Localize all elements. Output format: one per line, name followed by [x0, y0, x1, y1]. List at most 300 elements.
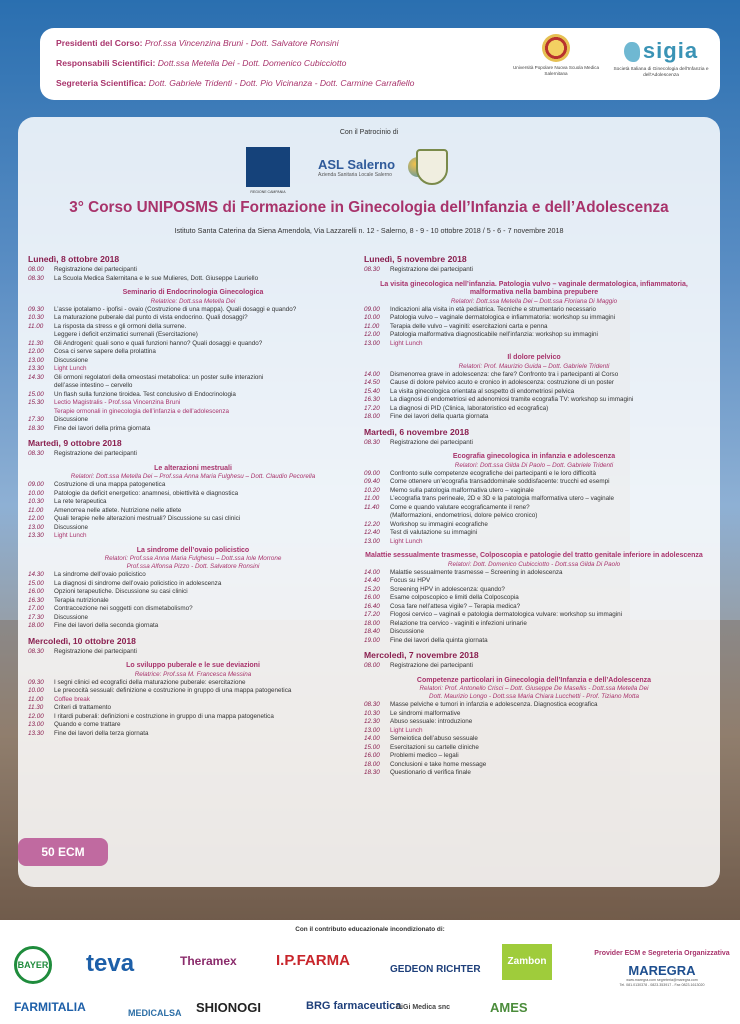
- session-title: Il dolore pelvico: [507, 354, 561, 361]
- schedule-row: [28, 425, 358, 434]
- schedule-item: Masse pelviche e tumori in infanzia e adolescenza. Diagnostica ecografica: [390, 701, 598, 708]
- schedule-time: 08.00: [28, 266, 44, 273]
- day-heading: Mercoledì, 7 novembre 2018: [364, 650, 479, 660]
- schedule-time: 18.00: [28, 622, 44, 629]
- schedule-item: La diagnosi di sindrome dell’ovaio policistico in adolescenza: [54, 579, 222, 587]
- schedule-row: [364, 710, 704, 719]
- schedule-item: La rete terapeutica: [54, 498, 107, 505]
- schedule-time: 09.00: [28, 481, 44, 488]
- day-heading: Mercoledì, 10 ottobre 2018: [28, 635, 136, 646]
- schedule-row: [364, 637, 704, 646]
- schedule-row: [28, 679, 358, 688]
- schedule-time: 15.20: [364, 585, 380, 593]
- schedule-row: [364, 314, 704, 323]
- schedule-row: [28, 622, 358, 631]
- schedule-row: [364, 603, 704, 612]
- shionogi-logo: SHIONOGI: [196, 1000, 262, 1015]
- schedule-time: 10.30: [28, 314, 44, 321]
- speakers: Relatrice: Dott.ssa Metella Dei: [150, 297, 236, 305]
- schedule-item: Discussione: [54, 613, 88, 621]
- day-heading: Martedì, 6 novembre 2018: [364, 426, 470, 437]
- campania-caption: REGIONE CAMPANIA: [250, 190, 286, 194]
- schedule-item: Problemi medico – legali: [390, 752, 459, 759]
- schedule-row: [364, 504, 704, 513]
- asl-name: ASL Salerno: [318, 157, 396, 172]
- schedule-row: [28, 314, 358, 323]
- schedule-item: Confronto sulle competenze ecografiche dei partecipanti e le loro difficoltà: [390, 469, 597, 477]
- schedule-item: Cosa ci serve sapere della prolattina: [54, 348, 156, 355]
- schedule-row: [364, 718, 704, 727]
- schedule-item: Discussione: [54, 416, 88, 423]
- schedule-item: Gli ormoni regolatori della omeostasi metabolica: un poster sulle interazioni: [54, 373, 264, 381]
- schedule-item: Come e quando valutare ecograficamente il rene?: [390, 503, 530, 511]
- schedule-row: [364, 439, 704, 448]
- schedule-time: 12.00: [28, 515, 44, 522]
- schedule-row: [28, 348, 358, 357]
- schedule-row: [364, 620, 704, 629]
- schedule-row: [28, 614, 358, 623]
- schedule-item: L’ecografia trans perineale, 2D e 3D e la patologia malformativa utero – vaginale: [390, 495, 615, 502]
- program-right-column: [364, 249, 704, 778]
- schedule-time: 16.30: [28, 596, 44, 604]
- schedule-item: Registrazione dei partecipanti: [54, 450, 137, 457]
- schedule-item: Leggere i deficit enzimatici surrenali (Esercitazione): [54, 331, 198, 338]
- schedule-row: [28, 730, 358, 739]
- schedule-row: [364, 735, 704, 744]
- schedule-row: [364, 521, 704, 530]
- schedule-row: [28, 399, 358, 408]
- schedule-time: 08.30: [364, 266, 380, 273]
- contrib-label: Con il contributo educazionale incondizionato di:: [295, 926, 445, 933]
- schedule-row: [28, 323, 358, 332]
- schedule-row: [364, 701, 704, 710]
- schedule-item: Cosa fare nell’attesa vigile? – Terapia medica?: [390, 602, 521, 610]
- schedule-row: [28, 687, 358, 696]
- schedule-item: Conclusioni e take home message: [390, 760, 487, 768]
- speakers: Relatori: Dott.ssa Metella Dei – Prof.ssa Anna Maria Fulghesu – Dott. Claudio Pecorella: [70, 473, 316, 480]
- speakers: Relatori: Dott.ssa Gilda Di Paolo – Dott. Gabriele Tridenti: [454, 461, 614, 469]
- schedule-row: [364, 628, 704, 637]
- schedule-item: Le sindromi malformative: [390, 709, 461, 717]
- schedule-time: 18.30: [28, 424, 44, 432]
- segreteria-row: [56, 78, 414, 88]
- schedule-row: [364, 495, 704, 504]
- schedule-time: 13.00: [28, 523, 44, 531]
- schedule-row: [28, 331, 358, 340]
- schedule-time: 12.00: [28, 712, 44, 720]
- program-left-column: [28, 249, 358, 738]
- schedule-time: 18.00: [364, 619, 380, 627]
- schedule-item: Flogosi cervico – vaginali e patologia dermatologica vulvare: workshop su immagini: [390, 611, 623, 618]
- schedule-item: La risposta da stress e gli ormoni della surrene.: [54, 322, 187, 330]
- schedule-time: 14.50: [364, 379, 380, 386]
- schedule-time: 16.00: [364, 752, 380, 759]
- schedule-time: 11.30: [28, 339, 44, 347]
- schedule-row: [28, 391, 358, 400]
- schedule-row: [28, 266, 358, 275]
- schedule-time: 18.30: [364, 769, 380, 776]
- speakers: Relatori: Dott.ssa Metella Dei – Dott.ssa Floriana Di Maggio: [450, 297, 618, 305]
- speakers: Relatori: Prof.ssa Anna Maria Fulghesu – Dott.ssa Iole Morrone: [104, 555, 282, 562]
- session-title: Lo sviluppo puberale e le sue deviazioni: [126, 662, 260, 669]
- session-title: La visita ginecologica nell’infanzia. Patologia vulvo – vaginale dermatologica, infiammatoria, malformativa nella bambina prepubere: [380, 280, 688, 296]
- schedule-item: Malattie sessualmente trasmesse – Screening in adolescenza: [390, 568, 563, 576]
- schedule-item: (Malformazioni, endometriosi, dolore pelvico cronico): [390, 512, 538, 519]
- ames-logo: AMES: [490, 1000, 528, 1015]
- schedule-item: Patologie da deficit energetico: anamnesi, obiettività e diagnostica: [54, 489, 239, 497]
- schedule-time: 18.00: [364, 413, 380, 420]
- speakers: Relatori: Dott. Domenico Cubicciotto - Dott.ssa Gilda Di Paolo: [447, 560, 621, 568]
- schedule-time: 17.00: [28, 605, 44, 612]
- comune-crest-icon: [416, 149, 448, 185]
- schedule-item: L’asse ipotalamo - ipofisi - ovaio (Costruzione di una mappa). Quali dosaggi e quando?: [54, 305, 297, 313]
- schedule-item: Light Lunch: [390, 537, 423, 545]
- schedule-item: Cause di dolore pelvico acuto e cronico in adolescenza: costruzione di un poster: [390, 379, 615, 386]
- segreteria-label: Segreteria Scientifica:: [56, 78, 147, 88]
- schedule-time: 15.30: [28, 399, 44, 406]
- schedule-time: 11.00: [28, 695, 44, 703]
- schedule-row: [28, 416, 358, 425]
- schedule-row: [364, 769, 704, 778]
- presidenti-names: Prof.ssa Vincenzina Bruni - Dott. Salvatore Ronsini: [144, 38, 339, 48]
- schedule-item: Registrazione dei partecipanti: [390, 662, 473, 669]
- sigia-head-icon: [624, 42, 640, 62]
- schedule-item: Patologia malformativa diagnosticabile nell’infanzia: workshop su immagini: [390, 331, 598, 338]
- schedule-row: [364, 577, 704, 586]
- schedule-row: [364, 478, 704, 487]
- speakers: Relatrice: Prof.ssa M. Francesca Messina: [134, 670, 252, 678]
- campania-logo: [246, 147, 290, 194]
- schedule-item: Patologia vulvo – vaginale dermatologica e infiammatoria: workshop su immagini: [390, 314, 616, 321]
- schedule-item: Amenorrea nelle atlete. Nutrizione nelle atlete: [54, 506, 182, 514]
- schedule-time: 11.00: [28, 506, 44, 514]
- schedule-row: [28, 597, 358, 606]
- day-heading: Lunedì, 5 novembre 2018: [364, 254, 467, 264]
- provider-phone: Tel. 081.0130378 - 0823.353917 - Fax 0823.1613020: [619, 983, 705, 987]
- brg-logo: BRG farmaceutica: [306, 1000, 402, 1012]
- schedule-time: 17.20: [364, 404, 380, 412]
- speakers: Dott. Maurizio Longo - Dott.ssa Maria Chiara Lucchetti - Prof. Tiziano Motta: [429, 693, 639, 700]
- schedule-row: [364, 331, 704, 340]
- schedule-row: [28, 374, 358, 383]
- ecm-badge: 50 ECM: [18, 838, 108, 866]
- schedule-item: Fine dei lavori della quarta giornata: [390, 413, 489, 420]
- schedule-item: Fine dei lavori della seconda giornata: [54, 622, 159, 629]
- schedule-row: [364, 752, 704, 761]
- zambon-logo: Zambon: [502, 944, 552, 980]
- schedule-row: [364, 396, 704, 405]
- schedule-item: Fine dei lavori della prima giornata: [54, 424, 151, 432]
- maregra-logo: MAREGRA: [628, 963, 696, 978]
- schedule-time: 18.00: [364, 760, 380, 768]
- asl-logo: [318, 157, 428, 197]
- schedule-item: Come ottenere un’ecografia transaddominale soddisfacente: trucchi ed esempi: [390, 478, 610, 485]
- schedule-row: [28, 524, 358, 533]
- schedule-row: [364, 266, 704, 275]
- schedule-row: [364, 611, 704, 620]
- schedule-item: Terapie ormonali in ginecologia dell’infanzia e dell’adolescenza: [54, 407, 230, 415]
- schedule-time: 08.30: [364, 701, 380, 708]
- schedule-item: Discussione: [54, 523, 88, 531]
- schedule-time: 13.00: [364, 537, 380, 545]
- schedule-row: [364, 727, 704, 736]
- sigia-wordmark: [606, 38, 716, 64]
- schedule-row: [28, 605, 358, 614]
- day-heading: Lunedì, 8 ottobre 2018: [28, 254, 120, 264]
- farmitalia-logo: FARMITALIA: [14, 1000, 86, 1014]
- presidenti-row: [56, 38, 339, 48]
- schedule-time: 16.40: [364, 602, 380, 610]
- schedule-item: Questionario di verifica finale: [390, 769, 471, 776]
- schedule-item: La visita ginecologica orientata al sospetto di endometriosi pelvica: [390, 387, 575, 395]
- speakers: Relatori: Prof. Antonello Crisci – Dott. Giuseppe De Masellis - Dott.ssa Metella Dei: [419, 685, 649, 692]
- schedule-item: Screening HPV in adolescenza: quando?: [390, 585, 505, 593]
- schedule-row: [28, 408, 358, 417]
- schedule-row: [364, 662, 704, 671]
- schedule-row: [28, 450, 358, 459]
- schedule-time: 11.40: [364, 503, 380, 511]
- schedule-time: 09.00: [364, 305, 380, 313]
- schedule-item: Memo sulla patologia malformativa utero – vaginale: [390, 486, 534, 494]
- schedule-row: [28, 340, 358, 349]
- schedule-item: Terapia delle vulvo – vaginiti: esercitazioni carta e penna: [390, 322, 548, 330]
- schedule-item: Abuso sessuale: introduzione: [390, 718, 473, 725]
- responsabili-names: Dott.ssa Metella Dei - Dott. Domenico Cubicciotto: [157, 58, 347, 68]
- schedule-row: [28, 704, 358, 713]
- schedule-item: Registrazione dei partecipanti: [54, 266, 137, 273]
- schedule-row: [364, 413, 704, 422]
- teva-logo: teva: [86, 950, 135, 977]
- schedule-time: 15.00: [28, 390, 44, 398]
- schedule-row: [364, 470, 704, 479]
- schedule-item: Le precocità sessuali: definizione e costruzione in gruppo di una mappa patogenetica: [54, 687, 292, 694]
- schedule-time: 12.00: [28, 348, 44, 355]
- schedule-time: 10.20: [364, 486, 380, 494]
- schedule-row: [28, 365, 358, 374]
- schedule-item: Light Lunch: [54, 532, 87, 539]
- digi-medica-logo: DiGi Medica snc: [396, 1004, 451, 1011]
- schedule-time: 10.00: [28, 489, 44, 497]
- schedule-row: [364, 323, 704, 332]
- schedule-item: I ritardi puberali: definizioni e costruzione in gruppo di una mappa patogenetica: [54, 712, 274, 720]
- responsabili-label: Responsabili Scientifici:: [56, 58, 156, 68]
- schedule-time: 09.30: [28, 305, 44, 313]
- schedule-item: Lectio Magistralis - Prof.ssa Vincenzina Bruni: [54, 399, 181, 406]
- schedule-row: [28, 306, 358, 315]
- schedule-row: [364, 306, 704, 315]
- patrocinio-label: Con il Patrocinio di: [339, 129, 399, 136]
- schedule-time: 09.40: [364, 478, 380, 485]
- provider-contacts: www.maregra.com segreteria@maregra.com: [626, 978, 698, 982]
- provider-block: [592, 950, 732, 988]
- schedule-item: Registrazione dei partecipanti: [390, 438, 473, 446]
- schedule-item: Terapia nutrizionale: [54, 596, 109, 604]
- schedule-item: Light Lunch: [390, 339, 423, 347]
- schedule-item: Dismenorrea grave in adolescenza: che fare? Confronto tra i partecipanti al Corso: [390, 370, 619, 378]
- schedule-item: Coffee break: [54, 695, 90, 703]
- sigia-text: sigia: [642, 38, 699, 63]
- schedule-row: [28, 696, 358, 705]
- schedule-time: 12.20: [364, 520, 380, 528]
- schedule-item: La maturazione puberale dal punto di vista endocrino. Quali dosaggi?: [54, 314, 248, 321]
- schedule-row: [364, 379, 704, 388]
- schedule-time: 13.00: [28, 721, 44, 728]
- schedule-time: 18.40: [364, 628, 380, 635]
- header-box: [40, 28, 720, 100]
- schedule-item: Fine dei lavori della terza giornata: [54, 729, 149, 737]
- schedule-row: [364, 487, 704, 496]
- schedule-row: [28, 507, 358, 516]
- schedule-row: [28, 490, 358, 499]
- schedule-time: 19.00: [364, 636, 380, 644]
- theramex-logo: Theramex: [180, 954, 237, 968]
- responsabili-row: [56, 58, 346, 68]
- speakers: Relatori: Prof. Maurizio Guida – Dott. Gabriele Tridenti: [458, 362, 610, 370]
- schedule-time: 09.00: [364, 469, 380, 477]
- presidenti-label: Presidenti del Corso:: [56, 38, 143, 48]
- gedeon-richter-logo: GEDEON RICHTER: [390, 964, 481, 975]
- schedule-item: Registrazione dei partecipanti: [390, 266, 473, 273]
- schedule-time: 08.30: [28, 274, 44, 282]
- schedule-time: 13.00: [364, 726, 380, 734]
- schedule-time: [28, 408, 54, 417]
- schedule-time: 11.00: [364, 495, 380, 502]
- schedule-item: La Scuola Medica Salernitana e le sue Mulieres, Dott. Giuseppe Lauriello: [54, 274, 259, 282]
- day-heading: Martedì, 9 ottobre 2018: [28, 438, 122, 448]
- session-title: La sindrome dell’ovaio policistico: [136, 546, 250, 554]
- schedule-time: 08.30: [364, 438, 380, 446]
- schedule-time: 16.00: [28, 588, 44, 595]
- seal-icon: [542, 34, 570, 62]
- schedule-time: 10.00: [28, 687, 44, 694]
- ipfarma-logo: I.P.FARMA: [276, 952, 350, 969]
- asl-sub: Azienda Sanitaria Locale Salerno: [318, 172, 392, 178]
- schedule-row: [364, 340, 704, 349]
- schedule-item: La sindrome dell’ovaio policistico: [54, 571, 146, 578]
- schedule-row: [28, 275, 358, 284]
- course-venue: Istituto Santa Caterina da Siena Amendola, Via Lazzarelli n. 12 - Salerno, 8 - 9 - 10 ottobre 2018 / 5 - 6 - 7 novembre 2018: [174, 226, 564, 235]
- sigia-logo: [606, 38, 716, 79]
- schedule-item: Opzioni terapeutiche. Discussione su casi clinici: [54, 588, 188, 595]
- schedule-time: 08.00: [364, 662, 380, 669]
- session-title: Malattie sessualmente trasmesse, Colposcopia e patologie del tratto genitale inferiore in adolescenza: [365, 552, 703, 559]
- bayer-logo: BAYER: [14, 946, 52, 984]
- schedule-time: 16.30: [364, 396, 380, 403]
- schedule-time: 15.00: [364, 743, 380, 751]
- schedule-item: Quando e come trattare: [54, 721, 121, 728]
- schedule-row: [364, 512, 704, 521]
- schedule-item: Workshop su immagini ecografiche: [390, 520, 488, 528]
- schedule-row: [28, 571, 358, 580]
- schedule-time: 12.00: [364, 331, 380, 338]
- schedule-time: 13.30: [28, 365, 44, 372]
- schedule-row: [364, 569, 704, 578]
- schedule-time: 08.30: [28, 647, 44, 655]
- schedule-time: 13.30: [28, 532, 44, 539]
- session-title: Le alterazioni mestruali: [154, 464, 232, 472]
- schedule-item: Un flash sulla funzione tiroidea. Test conclusivo di Endocrinologia: [54, 390, 236, 398]
- schedule-row: [364, 761, 704, 770]
- program-panel: [18, 117, 720, 887]
- schedule-time: 14.00: [364, 735, 380, 742]
- schedule-time: 10.30: [364, 709, 380, 717]
- schedule-row: [28, 580, 358, 589]
- schedule-time: 11.30: [28, 704, 44, 711]
- schedule-item: I segni clinici ed ecografici della maturazione puberale: esercitazione: [54, 678, 246, 686]
- schedule-time: 16.00: [364, 594, 380, 601]
- schedule-time: 10.30: [28, 498, 44, 505]
- schedule-time: 14.40: [364, 577, 380, 584]
- segreteria-names: Dott. Gabriele Tridenti - Dott. Pio Vicinanza - Dott. Carmine Carrafiello: [148, 78, 415, 88]
- schedule-time: 14.00: [364, 370, 380, 378]
- schedule-row: [28, 515, 358, 524]
- schedule-row: [28, 532, 358, 541]
- schedule-time: 12.30: [364, 718, 380, 725]
- schedule-row: [364, 405, 704, 414]
- university-name: Università Popolare Nuova Scuola Medica Salernitana: [512, 65, 600, 76]
- schedule-time: 11.00: [364, 322, 380, 330]
- schedule-item: La diagnosi di PID (Clinica, laboratoristico ed ecografica): [390, 404, 549, 412]
- schedule-time: 13.30: [28, 729, 44, 737]
- session-title: Competenze particolari in Ginecologia dell’Infanzia e dell’Adolescenza: [416, 676, 652, 684]
- provider-title: Provider ECM e Segreteria Organizzativa: [594, 950, 730, 957]
- schedule-item: Indicazioni alla visita in età pediatrica. Tecniche e strumentario necessario: [390, 305, 597, 313]
- schedule-time: 14.00: [364, 568, 380, 576]
- schedule-row: [28, 357, 358, 366]
- schedule-item: Discussione: [390, 628, 424, 635]
- schedule-item: Semeiotica dell’abuso sessuale: [390, 735, 478, 742]
- schedule-time: 14.30: [28, 571, 44, 578]
- schedule-time: 15.40: [364, 387, 380, 395]
- schedule-item: Registrazione dei partecipanti: [54, 647, 137, 655]
- university-logo: [510, 34, 602, 77]
- schedule-row: [364, 744, 704, 753]
- schedule-item: Esercitazioni su cartelle cliniche: [390, 743, 479, 751]
- schedule-item: Esame colposcopico e limiti della Colposcopia: [390, 594, 519, 601]
- schedule-item: dell’asse intestino – cervello: [54, 382, 133, 389]
- schedule-item: Quali terapie nelle alterazioni mestruali? Discussione su casi clinici: [54, 515, 241, 522]
- medicalsa-logo: MEDICALSA: [128, 1008, 182, 1018]
- course-title: 3° Corso UNIPOSMS di Formazione in Ginecologia dell’Infanzia e dell’Adolescenza: [69, 199, 669, 216]
- speakers: Prof.ssa Alfonsa Pizzo - Dott. Salvatore Ronsini: [126, 563, 260, 570]
- schedule-row: [28, 588, 358, 597]
- schedule-item: Focus su HPV: [390, 577, 431, 584]
- schedule-time: 14.30: [28, 373, 44, 381]
- schedule-time: 12.40: [364, 529, 380, 536]
- schedule-row: [28, 481, 358, 490]
- schedule-row: [364, 388, 704, 397]
- schedule-item: Contraccezione nei soggetti con dismetabolismo?: [54, 605, 193, 612]
- schedule-time: 09.30: [28, 678, 44, 686]
- schedule-time: 17.30: [28, 613, 44, 621]
- schedule-time: 17.30: [28, 416, 44, 423]
- schedule-row: [364, 594, 704, 603]
- schedule-item: Criteri di trattamento: [54, 704, 112, 711]
- schedule-row: [364, 529, 704, 538]
- schedule-item: Light Lunch: [390, 726, 423, 734]
- schedule-time: 17.20: [364, 611, 380, 618]
- sigia-name: Società Italiana di Ginecologia dell'Infanzia e dell'Adolescenza: [613, 67, 709, 78]
- schedule-time: 08.30: [28, 450, 44, 457]
- schedule-time: 15.00: [28, 579, 44, 587]
- schedule-item: Costruzione di una mappa patogenetica: [54, 481, 166, 488]
- schedule-item: Gli Androgeni: quali sono e quali funzioni hanno? Quali dosaggi e quando?: [54, 339, 263, 347]
- schedule-row: [28, 721, 358, 730]
- schedule-time: [28, 331, 54, 340]
- sponsors-footer: [0, 920, 740, 1024]
- session-title: Seminario di Endocrinologia Ginecologica: [122, 289, 264, 296]
- schedule-row: [28, 498, 358, 507]
